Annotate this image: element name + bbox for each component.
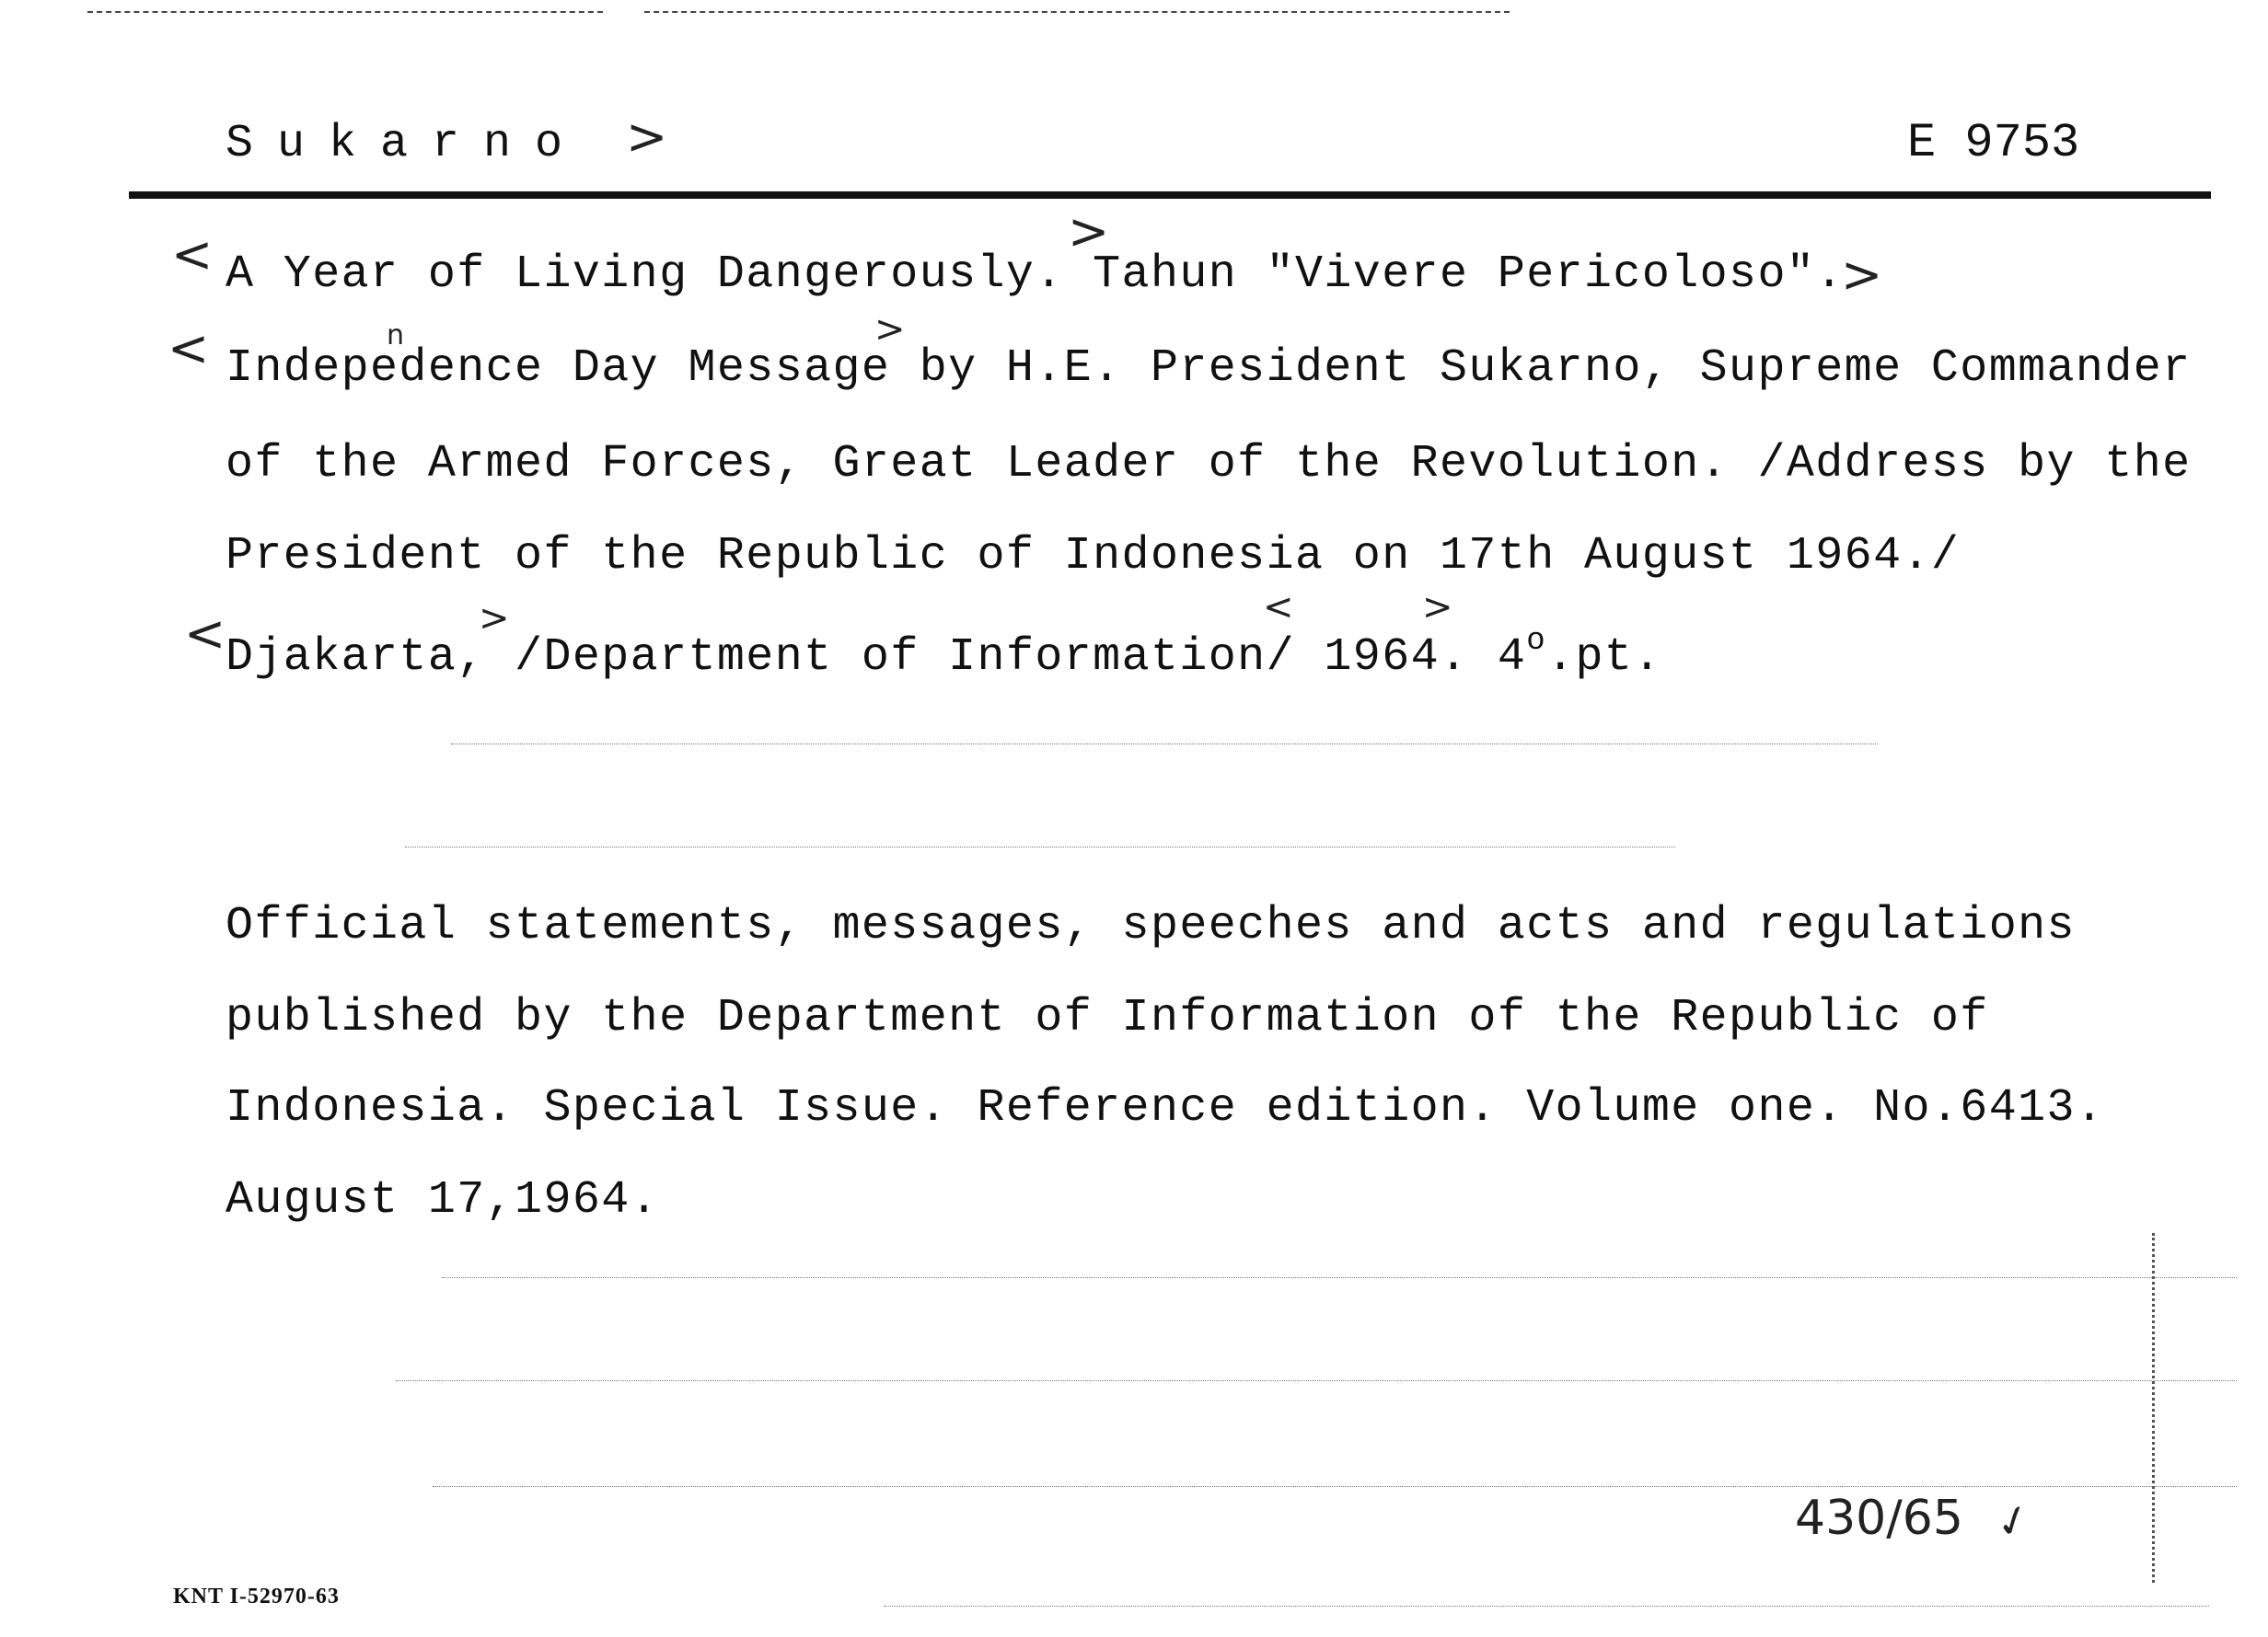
close-mark: >: [1422, 586, 1453, 628]
note-line-1: Official statements, messages, speeches and acts and regulations: [226, 900, 2076, 952]
open-mark: <: [171, 225, 214, 283]
ruled-line: [396, 1380, 2237, 1381]
close-mark: >: [626, 108, 668, 166]
ruled-line: [884, 1606, 2209, 1607]
open-mark: <: [168, 319, 210, 377]
correction-mark: n: [387, 319, 405, 352]
imprint-line: [226, 624, 1662, 684]
close-mark: >: [874, 308, 906, 351]
scan-edge-top: [87, 11, 603, 13]
call-number: E 9753: [1907, 116, 2080, 170]
scan-edge-top: [644, 11, 1510, 13]
close-mark: >: [1068, 202, 1110, 260]
ruled-line: [433, 1486, 2237, 1487]
title-line-2: Indepedence Day Message by H.E. President Sukarno, Supreme Commander: [226, 342, 2192, 395]
close-mark: >: [479, 597, 510, 640]
imprint-year: 1964.: [1324, 631, 1469, 684]
title-line-4: President of the Republic of Indonesia on 17th August 1964./: [226, 530, 1961, 582]
note-line-3: Indonesia. Special Issue. Reference edition. Volume one. No.6413.: [226, 1082, 2105, 1135]
form-code: KNT I-52970-63: [173, 1585, 340, 1608]
note-line-2: published by the Department of Information of the Republic of: [226, 992, 1989, 1044]
author-heading: Sukarno: [226, 118, 587, 170]
scan-edge-right: [2152, 1233, 2155, 1583]
open-mark: <: [1263, 586, 1294, 628]
accession-number: 430/65: [1795, 1491, 1963, 1546]
title-line-1: A Year of Living Dangerously. Tahun "Vivere Pericoloso".: [226, 248, 1845, 301]
note-line-4: August 17,1964.: [226, 1174, 660, 1227]
heading-rule: [129, 191, 2211, 199]
open-mark: <: [184, 605, 226, 663]
check-mark: ✓: [1988, 1492, 2038, 1551]
imprint-format: 4$^o$.pt.: [1497, 624, 1662, 684]
ruled-line: [442, 1277, 2237, 1278]
imprint-place: Djakarta,: [226, 631, 486, 684]
imprint-publisher: /Department of Information/: [515, 631, 1295, 684]
title-line-3: of the Armed Forces, Great Leader of the Revolution. /Address by the: [226, 438, 2192, 490]
close-mark: >: [1841, 246, 1883, 304]
